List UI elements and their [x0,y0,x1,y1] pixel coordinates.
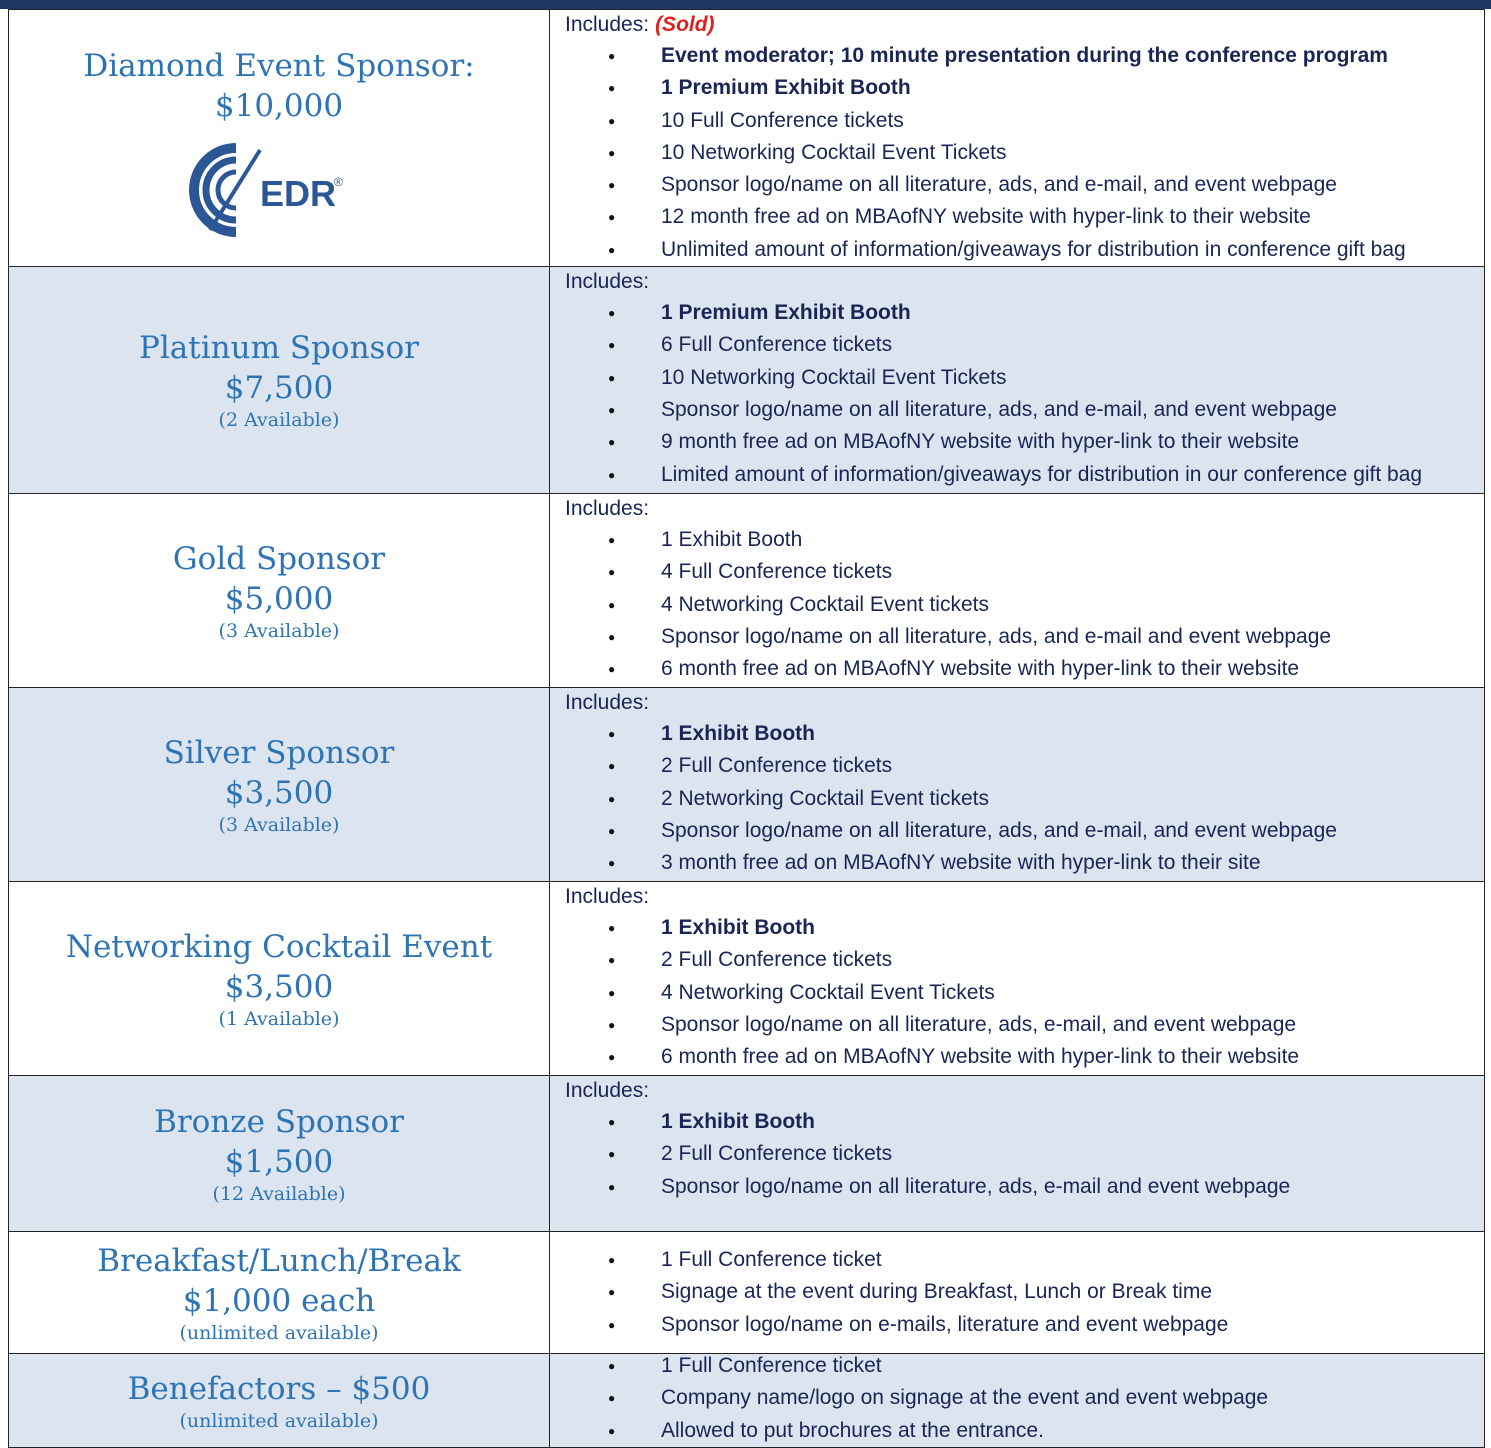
feature-item: ● 10 Full Conference tickets [550,105,1484,137]
feature-item: ● 1 Premium Exhibit Booth [550,297,1484,329]
feature-item: ● Sponsor logo/name on all literature, ads, and e-mail, and event webpage [550,394,1484,426]
feature-list [550,1350,1484,1447]
feature-list [550,718,1484,879]
tier-name: Bronze Sponsor [154,1103,404,1140]
tier-name: Diamond Event Sponsor: [83,48,475,85]
feature-item: ● Sponsor logo/name on e-mails, literature and event webpage [550,1309,1484,1341]
feature-item: ● Signage at the event during Breakfast, Lunch or Break time [550,1276,1484,1308]
tier-price: $5,000 [224,580,334,617]
feature-item: ● 6 Full Conference tickets [550,329,1484,361]
svg-text:EDR: EDR [260,173,337,215]
tier-benefits-cell [550,494,1485,688]
header-bar [0,0,1491,9]
feature-list [550,1244,1484,1341]
tier-name: Networking Cocktail Event [65,928,493,965]
feature-list [550,524,1484,685]
tier-benefits-cell [550,267,1485,494]
svg-text:®: ® [334,175,343,190]
tier-price: $1,000 each [182,1282,376,1319]
tier-title-cell [9,688,550,882]
sold-status: (Sold) [655,13,715,36]
feature-item: ● Event moderator; 10 minute presentation during the conference program [550,40,1484,72]
tier-benefits-cell [550,1076,1485,1232]
tier-benefits-cell [550,1354,1485,1448]
sponsorship-table [8,9,1485,1448]
feature-item: ● Sponsor logo/name on all literature, ads, and e-mail, and event webpage [550,815,1484,847]
feature-item: ● 2 Full Conference tickets [550,944,1484,976]
feature-item: ● 1 Exhibit Booth [550,1106,1484,1138]
feature-item: ● 1 Exhibit Booth [550,912,1484,944]
feature-item: ● 2 Full Conference tickets [550,750,1484,782]
tier-row-breakfast [9,1232,1485,1354]
includes-label: Includes: [565,1079,650,1103]
feature-item: ● 4 Networking Cocktail Event Tickets [550,977,1484,1009]
tier-name: Breakfast/Lunch/Break [97,1242,461,1279]
feature-item: ● Allowed to put brochures at the entrance. [550,1415,1484,1447]
feature-item: ● 2 Full Conference tickets [550,1138,1484,1170]
tier-name: Benefactors – $500 [127,1370,431,1407]
tier-row-gold [9,494,1485,688]
tier-availability: (unlimited available) [179,1409,379,1432]
feature-item: ● Sponsor logo/name on all literature, ads, e-mail and event webpage [550,1171,1484,1203]
tier-row-silver [9,688,1485,882]
feature-item: ● Sponsor logo/name on all literature, ads, and e-mail, and event webpage [550,169,1484,201]
tier-price: $3,500 [224,968,334,1005]
tier-row-networking [9,882,1485,1076]
feature-item: ● 12 month free ad on MBAofNY website with hyper-link to their website [550,201,1484,233]
feature-item: ● 1 Full Conference ticket [550,1244,1484,1276]
tier-availability: (1 Available) [218,1007,340,1030]
edr-logo-icon [184,140,374,240]
includes-label: Includes: [565,885,650,909]
feature-item: ● Company name/logo on signage at the event and event webpage [550,1382,1484,1414]
tier-benefits-cell [550,688,1485,882]
feature-item: ● Sponsor logo/name on all literature, ads, e-mail, and event webpage [550,1009,1484,1041]
tier-availability: (unlimited available) [179,1321,379,1344]
tier-benefits-cell [550,1232,1485,1354]
includes-label: Includes: [565,497,650,521]
feature-item: ● Unlimited amount of information/giveaways for distribution in conference gift bag [550,234,1484,266]
tier-price: $1,500 [224,1143,334,1180]
includes-label: Includes: [565,691,650,715]
tier-title-cell [9,1232,550,1354]
feature-list [550,297,1484,491]
feature-item: ● Sponsor logo/name on all literature, ads, and e-mail and event webpage [550,621,1484,653]
tier-price: $10,000 [214,88,344,125]
feature-item: ● 4 Full Conference tickets [550,556,1484,588]
feature-item: ● 2 Networking Cocktail Event tickets [550,783,1484,815]
tier-row-bronze [9,1076,1485,1232]
feature-item: ● 1 Premium Exhibit Booth [550,72,1484,104]
tier-row-benefactors [9,1354,1485,1448]
tier-availability: (3 Available) [218,813,340,836]
tier-benefits-cell [550,882,1485,1076]
tier-name: Gold Sponsor [172,540,386,577]
tier-row-diamond [9,10,1485,267]
tier-price: $3,500 [224,774,334,811]
tier-availability: (12 Available) [212,1182,346,1205]
includes-label: Includes: [565,270,650,294]
tier-availability: (3 Available) [218,619,340,642]
sponsor-logo [9,140,549,240]
tier-name: Platinum Sponsor [139,330,419,367]
feature-item: ● 4 Networking Cocktail Event tickets [550,589,1484,621]
feature-item: ● Limited amount of information/giveaways for distribution in our conference gift bag [550,459,1484,491]
tier-name: Silver Sponsor [163,734,395,771]
tier-availability: (2 Available) [218,409,340,432]
tier-title-cell [9,1354,550,1448]
includes-label: Includes: (Sold) [565,13,715,36]
feature-item: ● 1 Exhibit Booth [550,718,1484,750]
tier-title-cell [9,10,550,267]
tier-price: $7,500 [224,370,334,407]
feature-item: ● 6 month free ad on MBAofNY website with hyper-link to their website [550,653,1484,685]
feature-list [550,912,1484,1073]
feature-item: ● 1 Full Conference ticket [550,1350,1484,1382]
tier-title-cell [9,882,550,1076]
feature-list [550,1106,1484,1203]
tier-title-cell [9,494,550,688]
tier-row-platinum [9,267,1485,494]
feature-list [550,40,1484,266]
feature-item: ● 1 Exhibit Booth [550,524,1484,556]
feature-item: ● 3 month free ad on MBAofNY website with hyper-link to their site [550,847,1484,879]
tier-benefits-cell [550,10,1485,267]
tier-title-cell [9,267,550,494]
tier-title-cell [9,1076,550,1232]
feature-item: ● 10 Networking Cocktail Event Tickets [550,137,1484,169]
feature-item: ● 10 Networking Cocktail Event Tickets [550,362,1484,394]
feature-item: ● 6 month free ad on MBAofNY website with hyper-link to their website [550,1041,1484,1073]
feature-item: ● 9 month free ad on MBAofNY website with hyper-link to their website [550,426,1484,458]
